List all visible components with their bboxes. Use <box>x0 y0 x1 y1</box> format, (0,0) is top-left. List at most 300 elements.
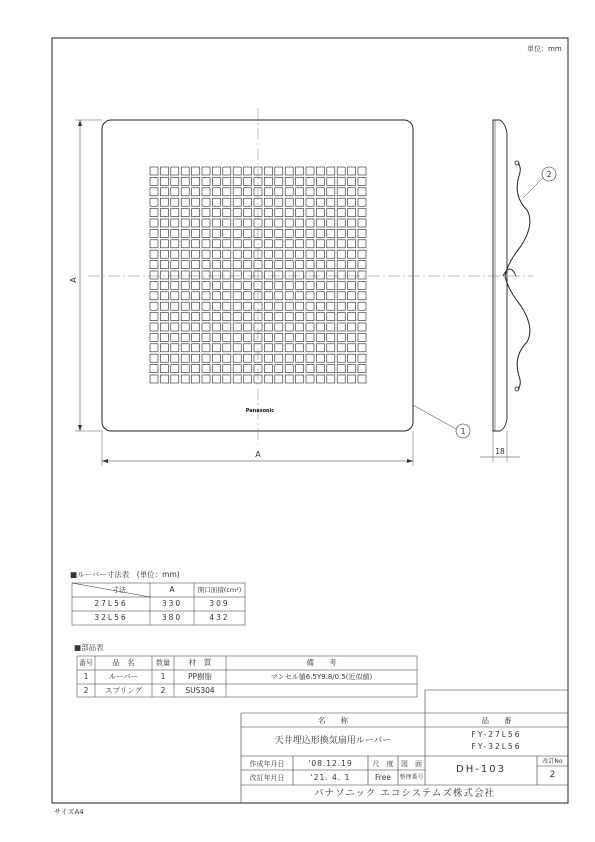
parts-table-title: ■部品表 <box>74 643 104 652</box>
grid-opening <box>171 354 179 362</box>
grid-opening <box>244 365 252 373</box>
grid-opening <box>264 333 272 341</box>
grid-opening <box>327 198 335 206</box>
grid-opening <box>233 365 241 373</box>
grid-opening <box>160 250 168 258</box>
grid-opening <box>348 188 356 196</box>
grid-opening <box>306 271 314 279</box>
grid-opening <box>202 354 210 362</box>
grid-opening <box>316 365 324 373</box>
product-name: 天井埋込形換気扇用ルーバー <box>274 736 392 746</box>
grid-opening <box>160 209 168 217</box>
grid-opening <box>358 198 366 206</box>
grid-opening <box>202 198 210 206</box>
grid-opening <box>233 177 241 185</box>
grid-opening <box>275 313 283 321</box>
grid-opening <box>192 198 200 206</box>
grid-opening <box>306 344 314 352</box>
grid-opening <box>285 271 293 279</box>
grid-opening <box>233 292 241 300</box>
grid-opening <box>171 177 179 185</box>
grid-opening <box>296 219 304 227</box>
grid-opening <box>171 167 179 175</box>
grid-opening <box>348 271 356 279</box>
grid-opening <box>233 302 241 310</box>
grid-opening <box>212 250 220 258</box>
grid-opening <box>171 198 179 206</box>
grid-opening <box>275 198 283 206</box>
grid-opening <box>275 375 283 383</box>
grid-opening <box>171 188 179 196</box>
grid-opening <box>285 365 293 373</box>
grid-opening <box>285 281 293 289</box>
grid-opening <box>233 375 241 383</box>
parts-header-qty: 数量 <box>156 659 170 667</box>
grid-opening <box>337 188 345 196</box>
grid-opening <box>275 281 283 289</box>
grid-opening <box>285 198 293 206</box>
grid-opening <box>223 302 231 310</box>
grid-opening <box>202 250 210 258</box>
grid-opening <box>244 250 252 258</box>
dim-a-bottom-label: A <box>255 450 261 459</box>
grid-opening <box>327 177 335 185</box>
grid-opening <box>327 219 335 227</box>
grid-opening <box>181 281 189 289</box>
grid-opening <box>337 250 345 258</box>
grid-opening <box>171 333 179 341</box>
grid-opening <box>358 188 366 196</box>
grid-opening <box>244 240 252 248</box>
grid-opening <box>358 323 366 331</box>
parts-row-1-material: PP樹脂 <box>187 672 213 681</box>
grid-opening <box>233 344 241 352</box>
parts-row-1-remarks: マンセル値6.5Y9.8/0.5(近似値) <box>270 673 373 681</box>
grid-opening <box>150 261 158 269</box>
grid-opening <box>223 354 231 362</box>
grid-opening <box>223 167 231 175</box>
grid-opening <box>192 229 200 237</box>
grid-opening <box>160 302 168 310</box>
grid-opening <box>327 333 335 341</box>
grid-opening <box>358 250 366 258</box>
callout-1-leader <box>413 405 456 429</box>
grid-opening <box>212 219 220 227</box>
dim-depth-label: 18 <box>495 447 505 456</box>
parts-header-name: 品 名 <box>112 658 135 667</box>
grid-opening <box>202 365 210 373</box>
grid-opening <box>275 177 283 185</box>
louver-table-diag-label: 寸法 <box>112 586 126 594</box>
grid-opening <box>337 375 345 383</box>
grid-opening <box>212 354 220 362</box>
grid-opening <box>358 333 366 341</box>
grid-opening <box>285 177 293 185</box>
grid-opening <box>212 375 220 383</box>
grid-opening <box>296 344 304 352</box>
grid-opening <box>160 188 168 196</box>
company-name: パナソニック エコシステムズ株式会社 <box>314 788 495 799</box>
grid-opening <box>358 177 366 185</box>
grid-opening <box>244 229 252 237</box>
grid-opening <box>327 313 335 321</box>
grid-opening <box>160 198 168 206</box>
grid-opening <box>264 344 272 352</box>
grid-opening <box>337 271 345 279</box>
grid-opening <box>275 167 283 175</box>
louver-header-a: A <box>169 585 175 594</box>
grid-opening <box>192 354 200 362</box>
grid-opening <box>233 229 241 237</box>
grid-opening <box>233 188 241 196</box>
grid-opening <box>348 281 356 289</box>
grid-opening <box>275 323 283 331</box>
grid-opening <box>264 365 272 373</box>
grid-opening <box>244 354 252 362</box>
grid-opening <box>285 333 293 341</box>
grid-opening <box>264 375 272 383</box>
grid-opening <box>202 323 210 331</box>
grid-opening <box>244 261 252 269</box>
grid-opening <box>192 281 200 289</box>
grid-opening <box>244 198 252 206</box>
grid-opening <box>181 375 189 383</box>
grid-opening <box>327 271 335 279</box>
grid-opening <box>150 209 158 217</box>
grid-opening <box>160 313 168 321</box>
grid-opening <box>160 219 168 227</box>
grid-opening <box>306 177 314 185</box>
grid-opening <box>171 219 179 227</box>
grid-opening <box>181 219 189 227</box>
grid-opening <box>264 302 272 310</box>
parts-header-no: 番号 <box>79 659 93 667</box>
grid-opening <box>327 365 335 373</box>
grid-opening <box>244 281 252 289</box>
created-label: 作成年月日 <box>249 760 285 768</box>
grid-opening <box>327 323 335 331</box>
unit-note: 単位：mm <box>527 45 562 53</box>
parts-row-1-qty: 1 <box>160 672 166 681</box>
grid-opening <box>296 167 304 175</box>
grid-opening <box>171 209 179 217</box>
grid-opening <box>160 333 168 341</box>
grid-opening <box>348 261 356 269</box>
drawing-label: 図 面 <box>401 760 422 768</box>
grid-opening <box>244 375 252 383</box>
grid-opening <box>285 219 293 227</box>
grid-opening <box>244 177 252 185</box>
grid-opening <box>348 292 356 300</box>
grid-opening <box>327 167 335 175</box>
grid-opening <box>285 229 293 237</box>
grid-opening <box>316 323 324 331</box>
grid-opening <box>202 177 210 185</box>
grid-opening <box>160 240 168 248</box>
grid-opening <box>202 167 210 175</box>
grid-opening <box>233 271 241 279</box>
grid-opening <box>192 240 200 248</box>
grid-opening <box>223 292 231 300</box>
grid-opening <box>223 375 231 383</box>
grid-opening <box>244 292 252 300</box>
callout-1-number: 1 <box>460 427 466 436</box>
grid-opening <box>275 344 283 352</box>
grid-opening <box>244 209 252 217</box>
grid-opening <box>160 375 168 383</box>
grid-opening <box>348 198 356 206</box>
grid-opening <box>264 323 272 331</box>
grid-opening <box>275 333 283 341</box>
grid-opening <box>285 188 293 196</box>
grid-opening <box>358 209 366 217</box>
grid-opening <box>202 375 210 383</box>
revision-value: 2 <box>549 770 556 780</box>
grid-opening <box>316 229 324 237</box>
grid-opening <box>337 302 345 310</box>
grid-opening <box>181 198 189 206</box>
grid-opening <box>223 313 231 321</box>
grid-opening <box>275 209 283 217</box>
grid-opening <box>160 323 168 331</box>
grid-opening <box>233 198 241 206</box>
grid-opening <box>171 375 179 383</box>
grid-opening <box>285 344 293 352</box>
grid-opening <box>192 250 200 258</box>
grid-opening <box>264 240 272 248</box>
grid-opening <box>316 250 324 258</box>
grid-opening <box>327 292 335 300</box>
louver-row-2-a: 380 <box>161 613 183 622</box>
grid-opening <box>212 188 220 196</box>
grid-opening <box>244 344 252 352</box>
grid-opening <box>275 229 283 237</box>
grid-opening <box>202 229 210 237</box>
grid-opening <box>192 167 200 175</box>
grid-opening <box>337 229 345 237</box>
grid-opening <box>337 354 345 362</box>
grid-opening <box>212 209 220 217</box>
grid-opening <box>192 365 200 373</box>
grid-opening <box>296 271 304 279</box>
grid-opening <box>296 229 304 237</box>
grid-opening <box>150 281 158 289</box>
grid-opening <box>181 167 189 175</box>
grid-opening <box>264 281 272 289</box>
louver-row-2-area: 432 <box>209 613 230 622</box>
grid-opening <box>233 167 241 175</box>
grid-opening <box>202 281 210 289</box>
grid-opening <box>223 198 231 206</box>
grid-opening <box>316 271 324 279</box>
dim-a-left-label: A <box>69 277 78 283</box>
grid-opening <box>275 188 283 196</box>
louver-front-view <box>102 120 413 431</box>
grid-opening <box>244 167 252 175</box>
grid-opening <box>348 375 356 383</box>
grid-opening <box>171 281 179 289</box>
grid-opening <box>181 333 189 341</box>
grid-opening <box>348 344 356 352</box>
grid-opening <box>192 209 200 217</box>
grid-opening <box>296 250 304 258</box>
grid-opening <box>296 240 304 248</box>
grid-opening <box>192 219 200 227</box>
grid-opening <box>358 240 366 248</box>
grid-opening <box>264 229 272 237</box>
grid-opening <box>212 229 220 237</box>
grid-opening <box>275 365 283 373</box>
grid-opening <box>212 302 220 310</box>
grid-opening <box>181 354 189 362</box>
grid-opening <box>202 333 210 341</box>
grid-opening <box>160 354 168 362</box>
grid-opening <box>306 209 314 217</box>
grid-opening <box>212 261 220 269</box>
grid-opening <box>348 240 356 248</box>
grid-opening <box>150 375 158 383</box>
grid-opening <box>233 261 241 269</box>
grid-opening <box>244 323 252 331</box>
grid-opening <box>202 188 210 196</box>
grid-opening <box>296 333 304 341</box>
grid-opening <box>181 271 189 279</box>
grid-opening <box>181 313 189 321</box>
grid-opening <box>327 302 335 310</box>
grid-opening <box>150 240 158 248</box>
grid-opening <box>233 323 241 331</box>
grid-opening <box>316 198 324 206</box>
grid-opening <box>181 292 189 300</box>
grid-opening <box>285 240 293 248</box>
grid-opening <box>306 198 314 206</box>
callout-2-leader <box>523 178 543 198</box>
grid-opening <box>337 292 345 300</box>
grid-opening <box>150 271 158 279</box>
brand-logo: Panasonic <box>245 408 275 414</box>
drawing-label-2: 整理番号 <box>399 774 424 781</box>
grid-opening <box>296 354 304 362</box>
grid-opening <box>202 292 210 300</box>
grid-opening <box>171 271 179 279</box>
parts-row-2-name: スプリング <box>104 686 143 695</box>
grid-opening <box>306 261 314 269</box>
grid-opening <box>192 177 200 185</box>
grid-opening <box>327 240 335 248</box>
grid-opening <box>160 261 168 269</box>
grid-opening <box>160 177 168 185</box>
grid-opening <box>316 188 324 196</box>
grid-opening <box>285 261 293 269</box>
grid-opening <box>316 167 324 175</box>
grid-opening <box>244 333 252 341</box>
grid-opening <box>358 167 366 175</box>
grid-opening <box>337 198 345 206</box>
grid-opening <box>171 240 179 248</box>
created-value: '08.12.19 <box>308 759 353 768</box>
grid-opening <box>181 323 189 331</box>
grid-opening <box>296 281 304 289</box>
grid-opening <box>316 292 324 300</box>
grid-opening <box>296 302 304 310</box>
grid-opening <box>327 281 335 289</box>
grid-opening <box>306 302 314 310</box>
grid-opening <box>171 365 179 373</box>
grid-opening <box>306 375 314 383</box>
grid-opening <box>358 261 366 269</box>
grid-opening <box>296 261 304 269</box>
grid-opening <box>160 365 168 373</box>
grid-opening <box>348 313 356 321</box>
grid-opening <box>181 209 189 217</box>
grid-opening <box>296 209 304 217</box>
grid-opening <box>358 292 366 300</box>
grid-opening <box>192 313 200 321</box>
grid-opening <box>150 323 158 331</box>
grid-opening <box>264 292 272 300</box>
grid-opening <box>150 167 158 175</box>
grid-opening <box>212 281 220 289</box>
grid-opening <box>150 313 158 321</box>
grid-opening <box>223 271 231 279</box>
grid-opening <box>171 292 179 300</box>
louver-table-title: ■ルーバー寸法表 (単位：mm) <box>70 570 180 579</box>
grid-opening <box>171 344 179 352</box>
grid-opening <box>348 229 356 237</box>
grid-opening <box>358 313 366 321</box>
grid-opening <box>202 240 210 248</box>
louver-row-2-model: 32L56 <box>94 613 128 622</box>
parts-row-1-name: ルーバー <box>108 672 139 681</box>
grid-opening <box>296 292 304 300</box>
grid-opening <box>296 198 304 206</box>
scale-label: 尺 度 <box>372 760 394 768</box>
grid-opening <box>150 250 158 258</box>
grid-opening <box>202 219 210 227</box>
grid-opening <box>181 250 189 258</box>
grid-opening <box>348 365 356 373</box>
grid-opening <box>233 209 241 217</box>
grid-opening <box>337 333 345 341</box>
grid-opening <box>264 219 272 227</box>
grid-opening <box>348 177 356 185</box>
grid-opening <box>212 333 220 341</box>
grid-opening <box>150 354 158 362</box>
grid-opening <box>223 261 231 269</box>
grid-opening <box>244 188 252 196</box>
grid-opening <box>348 354 356 362</box>
grid-opening <box>358 375 366 383</box>
grid-opening <box>181 177 189 185</box>
revision-label: 改訂No <box>542 758 563 765</box>
grid-opening <box>316 333 324 341</box>
grid-opening <box>264 177 272 185</box>
grid-opening <box>285 313 293 321</box>
grid-opening <box>212 292 220 300</box>
grid-opening <box>327 354 335 362</box>
grid-opening <box>316 219 324 227</box>
grid-opening <box>337 219 345 227</box>
grid-opening <box>316 261 324 269</box>
grid-opening <box>306 240 314 248</box>
grid-opening <box>316 302 324 310</box>
grid-opening <box>171 323 179 331</box>
grid-opening <box>327 375 335 383</box>
grid-opening <box>233 219 241 227</box>
grid-opening <box>192 261 200 269</box>
grid-opening <box>337 344 345 352</box>
grid-opening <box>285 209 293 217</box>
